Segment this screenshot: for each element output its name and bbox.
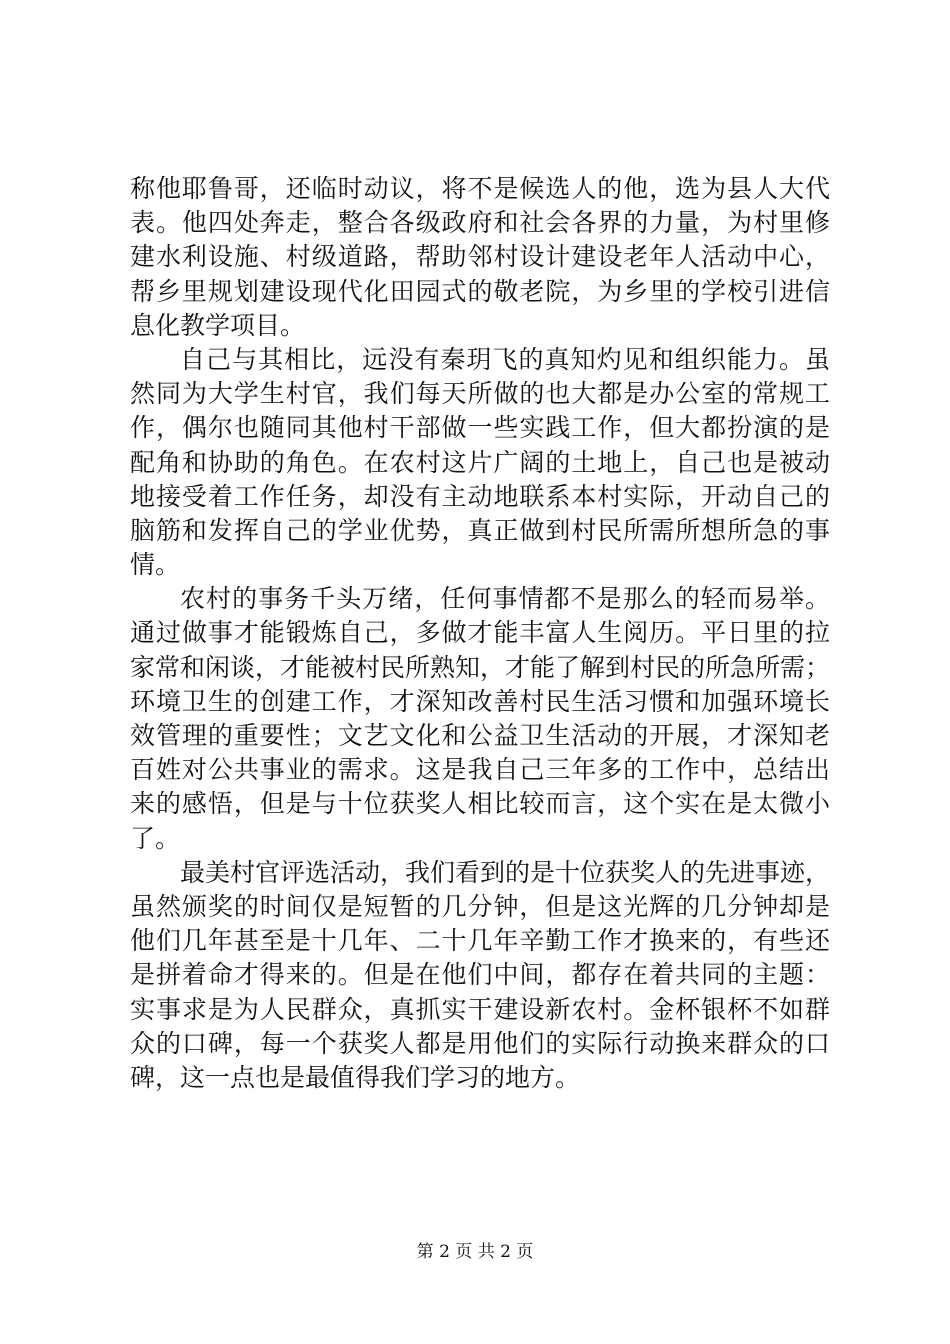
text-line: 是拼着命才得来的。但是在他们中间，都存在着共同的主题： [130, 960, 830, 990]
text-line: 环境卫生的创建工作，才深知改善村民生活习惯和加强环境长 [130, 686, 830, 716]
text-line: 地接受着工作任务，却没有主动地联系本村实际，开动自己的 [130, 481, 830, 511]
text-line: 息化教学项目。 [130, 310, 306, 340]
text-line: 农村的事务千头万绪，任何事情都不是那么的轻而易举。 [180, 584, 830, 614]
text-line: 脑筋和发挥自己的学业优势，真正做到村民所需所想所急的事 [130, 515, 830, 545]
paragraph-4 [130, 856, 830, 1095]
page-footer [0, 1240, 950, 1264]
text-line: 建水利设施、村级道路，帮助邻村设计建设老年人活动中心， [130, 242, 830, 272]
text-line: 碑，这一点也是最值得我们学习的地方。 [130, 1062, 581, 1092]
document-body [130, 172, 830, 1095]
text-line: 作，偶尔也随同其他村干部做一些实践工作，但大都扮演的是 [130, 413, 830, 443]
text-line: 了。 [130, 823, 181, 853]
text-line: 效管理的重要性；文艺文化和公益卫生活动的开展，才深知老 [130, 721, 830, 750]
text-line: 帮乡里规划建设现代化田园式的敬老院，为乡里的学校引进信 [130, 276, 830, 306]
text-line: 表。他四处奔走，整合各级政府和社会各界的力量，为村里修 [130, 208, 830, 238]
text-line: 虽然颁奖的时间仅是短暂的几分钟，但是这光辉的几分钟却是 [130, 891, 830, 921]
text-line: 最美村官评选活动，我们看到的是十位获奖人的先进事迹， [180, 857, 831, 887]
text-line: 众的口碑，每一个获奖人都是用他们的实际行动换来群众的口 [130, 1028, 830, 1058]
text-line: 称他耶鲁哥，还临时动议，将不是候选人的他，选为县人大代 [130, 174, 830, 203]
paragraph-1 [130, 172, 830, 343]
text-line: 家常和闲谈，才能被村民所熟知，才能了解到村民的所急所需； [130, 652, 831, 682]
paragraph-2 [130, 343, 830, 582]
paragraph-3 [130, 582, 830, 856]
text-line: 他们几年甚至是十几年、二十几年辛勤工作才换来的，有些还 [130, 926, 830, 956]
text-line: 配角和协助的角色。在农村这片广阔的土地上，自己也是被动 [130, 447, 830, 477]
text-line: 然同为大学生村官，我们每天所做的也大都是办公室的常规工 [130, 379, 830, 409]
text-line: 来的感悟，但是与十位获奖人相比较而言，这个实在是太微小 [130, 789, 830, 819]
text-line: 自己与其相比，远没有秦玥飞的真知灼见和组织能力。虽 [180, 344, 830, 374]
text-line: 情。 [130, 550, 181, 580]
text-line: 通过做事才能锻炼自己，多做才能丰富人生阅历。平日里的拉 [130, 618, 830, 648]
page-number: 第 2 页 共 2 页 [416, 1242, 534, 1262]
text-line: 实事求是为人民群众，真抓实干建设新农村。金杯银杯不如群 [130, 994, 830, 1024]
text-line: 百姓对公共事业的需求。这是我自己三年多的工作中，总结出 [130, 755, 830, 785]
